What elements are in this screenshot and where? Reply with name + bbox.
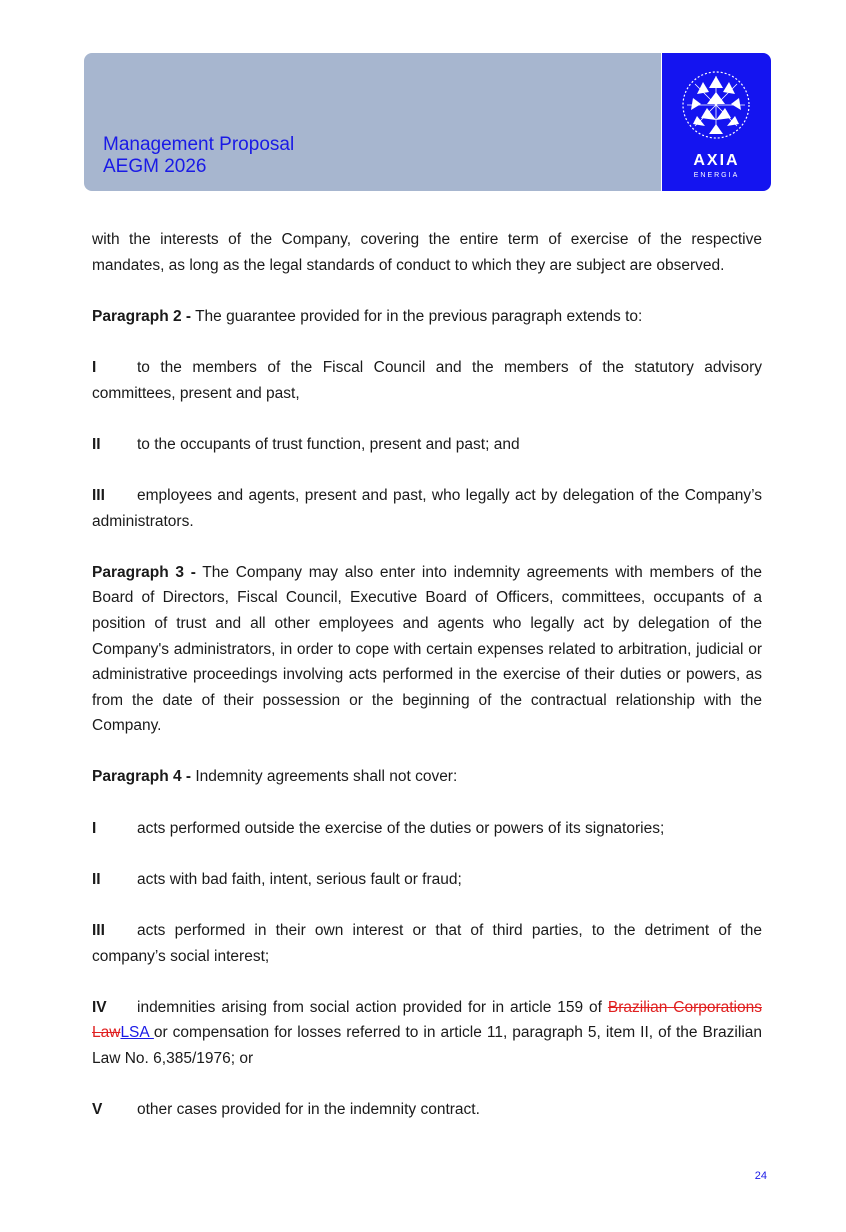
company-logo [662, 53, 771, 191]
paragraph-2 [92, 304, 762, 330]
paragraph-3-text: The Company may also enter into indemnity agreements with members of the Board of Directors, Fiscal Council, Executive Board of Officers, committees, occupants of a position of trust and all other employees and agents who legally act by delegation of the Company's administrators, in order to cope with certain expenses related to arbitration, judicial or administrative proceedings involving acts performed in the exercise of their duties or powers, as from the date of their possession or the beginning of the contractual relationship with the Company. [92, 563, 762, 735]
logo-subtitle: ENERGIA [693, 172, 740, 179]
list-item-iv [92, 995, 762, 1072]
item-number: II [92, 435, 101, 453]
item-number: III [92, 486, 105, 504]
logo-wordmark: AXIA [693, 152, 740, 169]
paragraph-4 [92, 764, 762, 790]
document-body [92, 227, 762, 1148]
item-number: II [92, 870, 101, 888]
paragraph-3 [92, 560, 762, 739]
globe-icon [681, 70, 751, 140]
item-text: employees and agents, present and past, who legally act by delegation of the Company’s administrators. [92, 486, 762, 530]
item-number: IV [92, 998, 107, 1016]
item-text-after: or compensation for losses referred to in article 11, paragraph 5, item II, of the Brazilian Law No. 6,385/1976; or [92, 1024, 762, 1067]
paragraph-2-label: Paragraph 2 - [92, 307, 192, 325]
list-item [92, 867, 762, 893]
list-item-v [92, 1097, 762, 1123]
intro-paragraph: with the interests of the Company, covering the entire term of exercise of the respective mandates, as long as the legal standards of conduct to which they are subject are observed. [92, 231, 762, 274]
title-line-1: Management Proposal [103, 134, 295, 155]
item-number: I [92, 819, 97, 837]
paragraph-2-text: The guarantee provided for in the previous paragraph extends to: [191, 307, 643, 325]
list-item [92, 355, 762, 406]
list-item [92, 483, 762, 534]
paragraph-4-text: Indemnity agreements shall not cover: [191, 768, 458, 786]
item-text: acts with bad faith, intent, serious fault or fraud; [137, 870, 462, 888]
paragraph-4-label: Paragraph 4 - [92, 768, 192, 786]
tracked-deletion: Brazilian Corporations Law [92, 998, 762, 1042]
item-number: I [92, 358, 97, 376]
item-text: acts performed in their own interest or that of third parties, to the detriment of the company’s social interest; [92, 922, 762, 965]
item-text: to the occupants of trust function, present and past; and [137, 435, 520, 453]
tracked-insertion: LSA [120, 1024, 154, 1042]
paragraph-3-label: Paragraph 3 - [92, 563, 196, 581]
document-title [103, 134, 294, 178]
item-number: III [92, 922, 105, 940]
title-line-2: AEGM 2026 [103, 156, 207, 177]
item-text: acts performed outside the exercise of the duties or powers of its signatories; [137, 819, 665, 837]
header-band [84, 53, 661, 191]
list-item [92, 918, 762, 969]
item-text: to the members of the Fiscal Council and the members of the statutory advisory committees, present and past, [92, 358, 762, 402]
page-number: 24 [754, 1170, 767, 1182]
list-item [92, 432, 762, 458]
item-number: V [92, 1101, 103, 1119]
item-text-before: indemnities arising from social action provided for in article 159 of [137, 998, 608, 1016]
item-text: other cases provided for in the indemnity contract. [137, 1101, 480, 1119]
list-item [92, 816, 762, 842]
